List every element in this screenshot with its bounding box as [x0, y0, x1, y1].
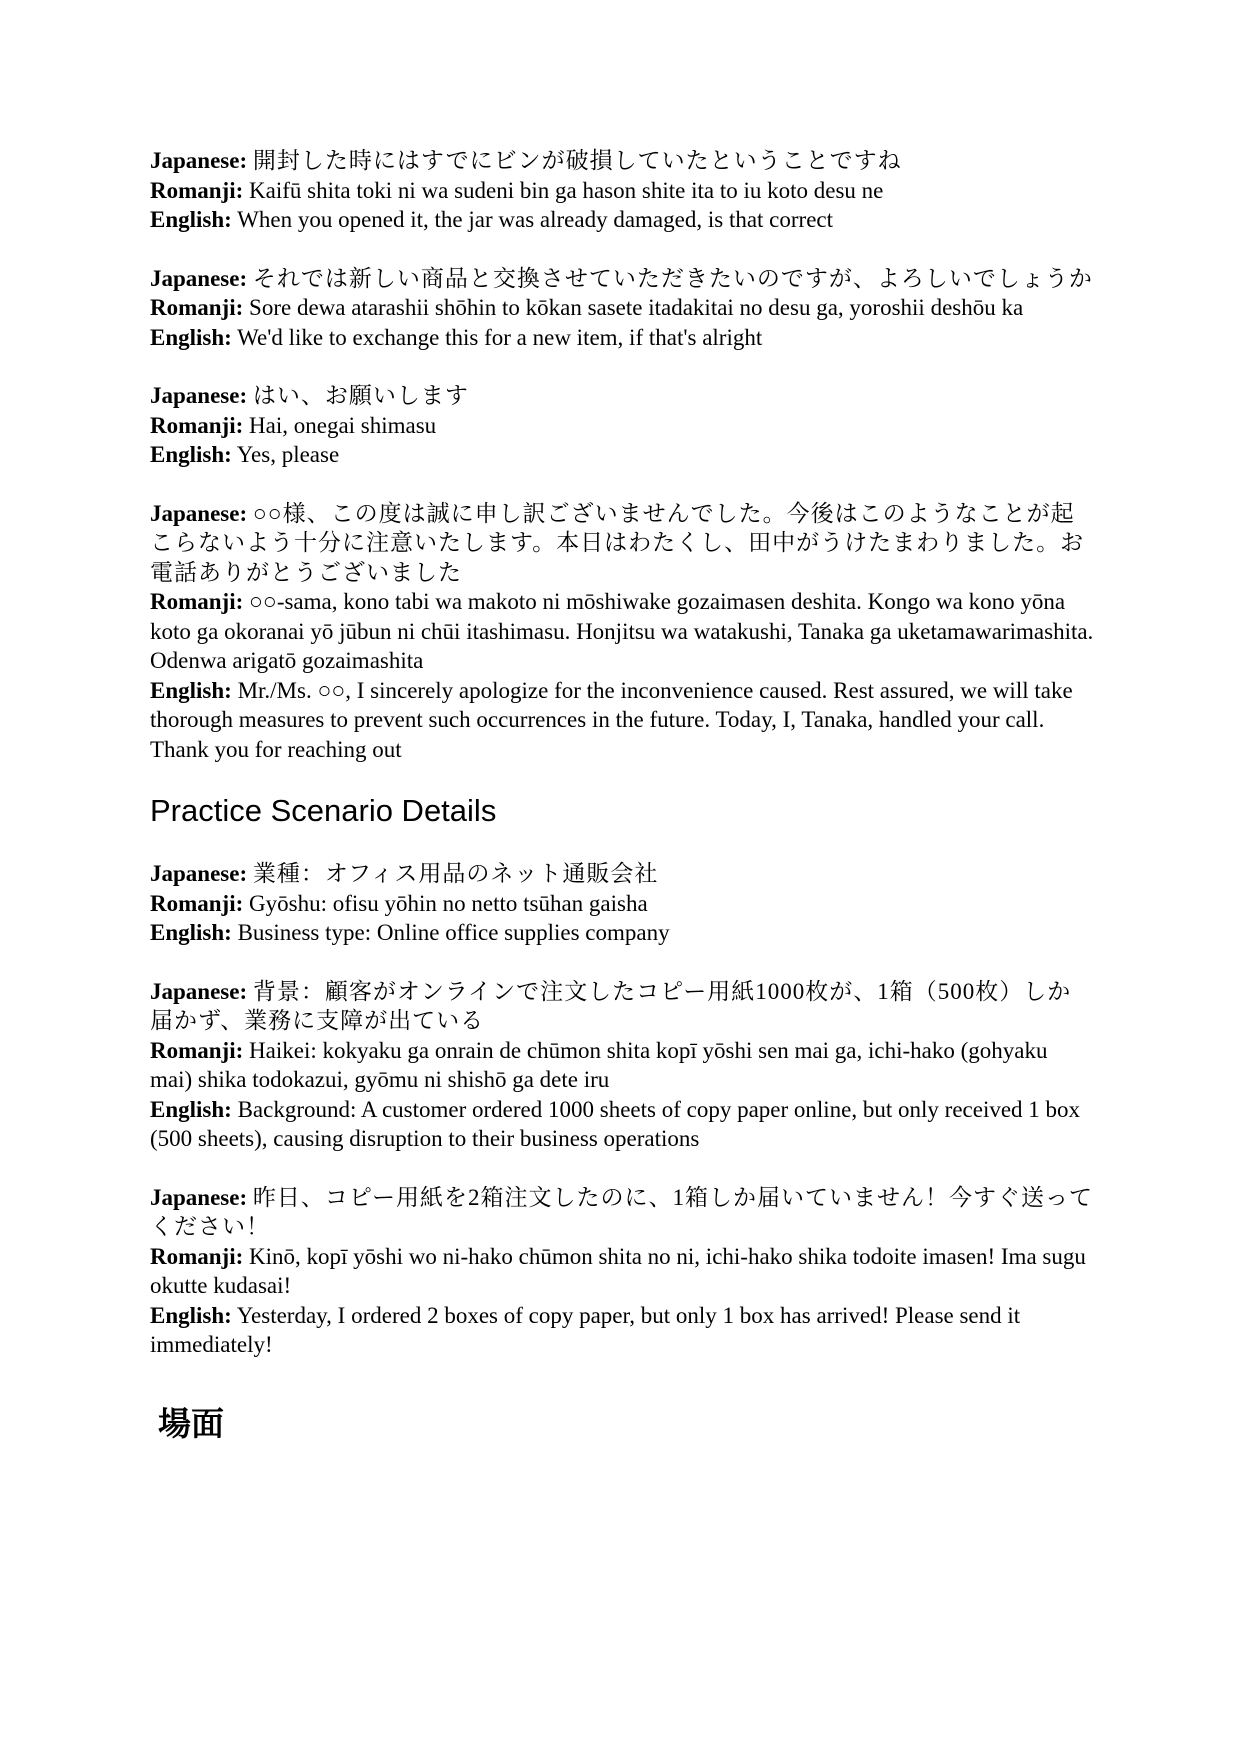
english-text: Mr./Ms. ○○, I sincerely apologize for the inconvenience caused. Rest assured, we will take thorough measures to prevent such occurrences in the future. Today, I, Tanaka, handled your call. Thank you for reaching out: [150, 677, 1073, 762]
japanese-text: 開封した時にはすでにビンが破損していたということですね: [252, 148, 902, 173]
japanese-line: [150, 859, 1095, 889]
english-line: [150, 205, 1095, 235]
scene-heading: 場面: [158, 1403, 224, 1443]
dialogue-entry: [150, 146, 1095, 235]
english-line: [150, 323, 1095, 353]
romanji-text: ○○-sama, kono tabi wa makoto ni mōshiwake gozaimasen deshita. Kongo wa kono yōna koto ga okoranai yō jūbun ni chūi itashimasu. Honjitsu wa watakushi, Tanaka ga uketamawarimashita. Odenwa arigatō gozaimashita: [150, 589, 1094, 673]
romanji-label: Romanji:: [150, 890, 244, 916]
scenario-entry: [150, 859, 1095, 948]
english-text: We'd like to exchange this for a new item, if that's alright: [237, 324, 763, 350]
english-label: English:: [150, 677, 232, 703]
english-label: English:: [150, 1096, 232, 1122]
romanji-line: [150, 176, 1095, 206]
english-text: Business type: Online office supplies company: [237, 920, 670, 945]
document-page: [150, 146, 1095, 1444]
japanese-text: ○○様、この度は誠に申し訳ございませんでした。今後はこのようなことが起こらないよう十分に注意いたします。本日はわたくし、田中がうけたまわりました。お電話ありがとうございました: [150, 500, 1085, 585]
english-text: Yesterday, I ordered 2 boxes of copy paper, but only 1 box has arrived! Please send it immediately!: [150, 1302, 1021, 1357]
romanji-line: [150, 587, 1095, 676]
japanese-line: [150, 381, 1095, 411]
dialogue-entry: [150, 264, 1095, 353]
japanese-text: それでは新しい商品と交換させていただきたいのですが、よろしいでしょうか: [252, 265, 1093, 291]
romanji-label: Romanji:: [150, 295, 244, 320]
english-label: English:: [150, 324, 232, 350]
english-line: [150, 918, 1095, 948]
section-heading: Practice Scenario Details: [150, 793, 497, 828]
english-line: [150, 1301, 1095, 1360]
english-label: English:: [150, 442, 232, 467]
romanji-label: Romanji:: [150, 1037, 244, 1063]
japanese-text: はい、お願いします: [252, 383, 469, 408]
english-line: [150, 440, 1095, 470]
japanese-label: Japanese:: [150, 1184, 248, 1210]
japanese-label: Japanese:: [150, 978, 248, 1004]
romanji-line: [150, 1242, 1095, 1301]
scenario-entry: [150, 977, 1095, 1154]
japanese-text: 業種：オフィス用品のネット通販会社: [252, 861, 659, 886]
dialogue-entry: [150, 381, 1095, 470]
romanji-label: Romanji:: [150, 589, 244, 614]
scenario-entry: [150, 1183, 1095, 1360]
japanese-label: Japanese:: [150, 861, 248, 886]
romanji-text: Kaifū shita toki ni wa sudeni bin ga hason shite ita to iu koto desu ne: [249, 177, 884, 203]
romanji-line: [150, 1036, 1095, 1095]
english-text: Yes, please: [236, 442, 340, 467]
english-text: Background: A customer ordered 1000 sheets of copy paper online, but only received 1 box (500 sheets), causing disruption to their business operations: [150, 1096, 1081, 1151]
romanji-text: Haikei: kokyaku ga onrain de chūmon shita kopī yōshi sen mai ga, ichi-hako (gohyaku mai) shika todokazui, gyōmu ni shishō ga dete iru: [150, 1037, 1048, 1092]
romanji-label: Romanji:: [150, 412, 244, 438]
japanese-text: 昨日、コピー用紙を2箱注文したのに、1箱しか届いていません！今すぐ送ってください！: [150, 1184, 1093, 1239]
japanese-line: [150, 977, 1095, 1036]
romanji-text: Gyōshu: ofisu yōhin no netto tsūhan gaisha: [249, 890, 648, 916]
japanese-line: [150, 1183, 1095, 1242]
english-label: English:: [150, 920, 232, 945]
japanese-line: [150, 264, 1095, 294]
romanji-label: Romanji:: [150, 1243, 244, 1269]
english-label: English:: [150, 1302, 232, 1328]
english-text: When you opened it, the jar was already damaged, is that correct: [237, 207, 834, 232]
english-line: [150, 676, 1095, 765]
japanese-label: Japanese:: [150, 265, 248, 291]
romanji-line: [150, 889, 1095, 919]
english-label: English:: [150, 207, 232, 232]
japanese-line: [150, 499, 1095, 588]
romanji-text: Hai, onegai shimasu: [249, 412, 437, 438]
japanese-label: Japanese:: [150, 383, 248, 408]
english-line: [150, 1095, 1095, 1154]
romanji-text: Kinō, kopī yōshi wo ni-hako chūmon shita no ni, ichi-hako shika todoite imasen! Ima sugu okutte kudasai!: [150, 1243, 1086, 1298]
japanese-label: Japanese:: [150, 500, 248, 526]
romanji-line: [150, 411, 1095, 441]
japanese-text: 背景：顧客がオンラインで注文したコピー用紙1000枚が、1箱（500枚）しか届かず、業務に支障が出ている: [150, 978, 1072, 1033]
romanji-label: Romanji:: [150, 177, 244, 203]
dialogue-entry: [150, 499, 1095, 765]
romanji-line: [150, 293, 1095, 323]
japanese-label: Japanese:: [150, 148, 248, 173]
romanji-text: Sore dewa atarashii shōhin to kōkan sasete itadakitai no desu ga, yoroshii deshōu ka: [249, 295, 1024, 320]
japanese-line: [150, 146, 1095, 176]
